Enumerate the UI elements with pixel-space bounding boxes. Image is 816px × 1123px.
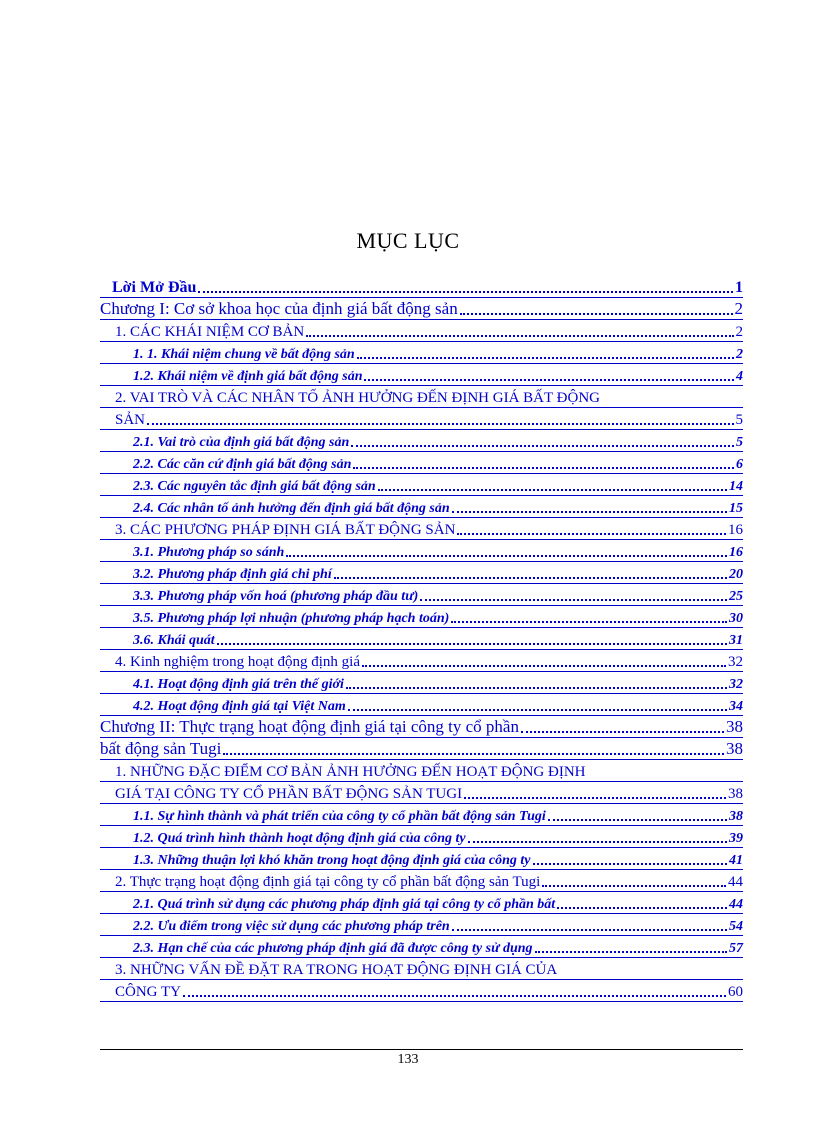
toc-entry-title: 2.4. Các nhân tố ảnh hưởng đến định giá bất động sản <box>133 501 450 516</box>
toc-leader-dots <box>457 532 726 535</box>
toc-entry[interactable] <box>100 628 743 650</box>
toc-entry-title: 2.1. Quá trình sử dụng các phương pháp định giá tại công ty cổ phần bất <box>133 897 556 912</box>
toc-leader-dots <box>147 422 733 425</box>
footer-divider <box>100 1049 743 1050</box>
toc-leader-dots <box>353 466 734 469</box>
toc-entry-page: 44 <box>728 874 743 890</box>
toc-leader-dots <box>348 708 727 711</box>
toc-leader-dots <box>557 906 727 909</box>
toc-entry[interactable] <box>100 408 743 430</box>
toc-entry-page: 2 <box>736 347 743 362</box>
toc-entry-page: 44 <box>729 897 743 912</box>
toc-entry-title: 3. NHỮNG VẤN ĐỀ ĐẶT RA TRONG HOẠT ĐỘNG ĐỊNH GIÁ CỦA <box>115 962 558 978</box>
toc-entry[interactable] <box>100 518 743 540</box>
toc-leader-dots <box>198 290 733 293</box>
toc-entry-title: 1.3. Những thuận lợi khó khăn trong hoạt động định giá của công ty <box>133 853 531 868</box>
toc-leader-dots <box>464 796 726 799</box>
toc-entry[interactable] <box>100 452 743 474</box>
toc-entry[interactable] <box>100 958 743 980</box>
toc-entry[interactable] <box>100 606 743 628</box>
toc-entry-title: Lời Mở Đầu <box>112 279 197 296</box>
toc-leader-dots <box>362 664 726 667</box>
toc-entry-page: 14 <box>729 479 743 494</box>
toc-entry[interactable] <box>100 672 743 694</box>
toc-leader-dots <box>378 488 727 491</box>
toc-entry-page: 32 <box>728 654 743 670</box>
toc-entry[interactable] <box>100 892 743 914</box>
toc-entry-page: 38 <box>728 786 743 802</box>
toc-leader-dots <box>451 620 727 623</box>
toc-entry[interactable] <box>100 430 743 452</box>
toc-entry[interactable] <box>100 386 743 408</box>
toc-entry-title: 4. Kinh nghiệm trong hoạt động định giá <box>115 654 360 670</box>
toc-entry[interactable] <box>100 298 743 320</box>
toc-entry-page: 39 <box>729 831 743 846</box>
toc-entry[interactable] <box>100 936 743 958</box>
toc-entry-title: 1. CÁC KHÁI NIỆM CƠ BẢN <box>115 324 305 340</box>
toc-entry-title: 3.5. Phương pháp lợi nhuận (phương pháp hạch toán) <box>133 611 450 626</box>
toc-entry-page: 16 <box>729 545 743 560</box>
toc-entry-page: 32 <box>729 677 743 692</box>
toc-entry-title: 1.2. Khái niệm về định giá bất động sản <box>133 369 363 384</box>
toc-entry[interactable] <box>100 276 743 298</box>
toc-entry[interactable] <box>100 540 743 562</box>
table-of-contents <box>100 276 743 1002</box>
toc-entry-title: 4.1. Hoạt động định giá trên thế giới <box>133 677 344 692</box>
toc-entry[interactable] <box>100 826 743 848</box>
toc-leader-dots <box>334 576 727 579</box>
toc-entry-title: 2. Thực trạng hoạt động định giá tại công ty cổ phần bất động sản Tugi <box>115 874 541 890</box>
toc-entry-page: 31 <box>729 633 743 648</box>
toc-leader-dots <box>217 642 727 645</box>
toc-entry[interactable] <box>100 342 743 364</box>
toc-leader-dots <box>223 752 724 755</box>
toc-entry-page: 38 <box>726 739 743 758</box>
toc-entry[interactable] <box>100 716 743 738</box>
toc-leader-dots <box>542 884 726 887</box>
toc-entry[interactable] <box>100 320 743 342</box>
toc-entry-page: 16 <box>728 522 743 538</box>
toc-entry-title: 2.3. Hạn chế của các phương pháp định giá đã được công ty sử dụng <box>133 941 533 956</box>
toc-entry[interactable] <box>100 804 743 826</box>
toc-leader-dots <box>357 356 734 359</box>
toc-leader-dots <box>535 950 727 953</box>
toc-leader-dots <box>286 554 727 557</box>
toc-entry-title: SẢN <box>115 412 146 428</box>
toc-entry[interactable] <box>100 914 743 936</box>
toc-entry-page: 2 <box>735 324 743 340</box>
toc-entry-title: 2.2. Ưu điểm trong việc sử dụng các phương pháp trên <box>133 919 450 934</box>
toc-entry-page: 38 <box>726 717 743 736</box>
toc-entry-title: Chương I: Cơ sở khoa học của định giá bất động sản <box>100 299 458 318</box>
toc-entry-page: 34 <box>729 699 743 714</box>
toc-entry-title: 3.6. Khái quát <box>133 633 215 648</box>
toc-entry[interactable] <box>100 848 743 870</box>
toc-entry-title: 1.1. Sự hình thành và phát triển của công ty cổ phần bất động sản Tugi <box>133 809 546 824</box>
toc-entry-page: 57 <box>729 941 743 956</box>
toc-leader-dots <box>468 840 727 843</box>
toc-entry-title: 1. NHỮNG ĐẶC ĐIỂM CƠ BẢN ẢNH HƯỞNG ĐẾN HOẠT ĐỘNG ĐỊNH <box>115 764 586 780</box>
toc-entry-title: 2.1. Vai trò của định giá bất động sản <box>133 435 350 450</box>
toc-entry-title: 2. VAI TRÒ VÀ CÁC NHÂN TỐ ẢNH HƯỞNG ĐẾN ĐỊNH GIÁ BẤT ĐỘNG <box>115 390 600 406</box>
toc-leader-dots <box>351 444 734 447</box>
toc-entry-title: bất động sản Tugi <box>100 739 222 758</box>
toc-leader-dots <box>548 818 727 821</box>
toc-entry-page: 60 <box>728 984 743 1000</box>
toc-entry[interactable] <box>100 584 743 606</box>
toc-entry-page: 38 <box>729 809 743 824</box>
toc-entry-page: 2 <box>734 299 743 318</box>
toc-leader-dots <box>346 686 727 689</box>
toc-leader-dots <box>452 928 727 931</box>
toc-leader-dots <box>533 862 727 865</box>
toc-entry[interactable] <box>100 364 743 386</box>
toc-entry[interactable] <box>100 782 743 804</box>
toc-entry-page: 20 <box>729 567 743 582</box>
toc-entry-title: GIÁ TẠI CÔNG TY CỔ PHẦN BẤT ĐỘNG SẢN TUGI <box>115 786 463 802</box>
toc-entry-title: 3.3. Phương pháp vốn hoá (phương pháp đầu tư) <box>133 589 419 604</box>
toc-leader-dots <box>364 378 734 381</box>
toc-entry-page: 41 <box>729 853 743 868</box>
toc-entry-page: 15 <box>729 501 743 516</box>
toc-entry-page: 30 <box>729 611 743 626</box>
toc-leader-dots <box>420 598 727 601</box>
toc-entry-title: 3. CÁC PHƯƠNG PHÁP ĐỊNH GIÁ BẤT ĐỘNG SẢN <box>115 522 456 538</box>
toc-leader-dots <box>521 730 724 733</box>
toc-leader-dots <box>306 334 733 337</box>
toc-entry-title: 3.2. Phương pháp định giá chi phí <box>133 567 332 582</box>
toc-entry-title: 3.1. Phương pháp so sánh <box>133 545 285 560</box>
toc-entry[interactable] <box>100 474 743 496</box>
toc-entry[interactable] <box>100 870 743 892</box>
toc-entry[interactable] <box>100 694 743 716</box>
toc-entry[interactable] <box>100 980 743 1002</box>
toc-entry[interactable] <box>100 650 743 672</box>
toc-leader-dots <box>183 994 726 997</box>
toc-entry-page: 54 <box>729 919 743 934</box>
toc-entry-page: 25 <box>729 589 743 604</box>
toc-entry-page: 5 <box>735 412 743 428</box>
toc-entry-title: 2.2. Các căn cứ định giá bất động sản <box>133 457 352 472</box>
toc-entry-page: 5 <box>736 435 743 450</box>
toc-entry-title: 4.2. Hoạt động định giá tại Việt Nam <box>133 699 346 714</box>
toc-entry-page: 4 <box>736 369 743 384</box>
page-number: 133 <box>397 1052 419 1067</box>
toc-entry-page: 6 <box>736 457 743 472</box>
toc-entry-title: CÔNG TY <box>115 984 181 1000</box>
toc-entry-title: 2.3. Các nguyên tắc định giá bất động sản <box>133 479 376 494</box>
toc-leader-dots <box>452 510 727 513</box>
toc-entry[interactable] <box>100 496 743 518</box>
toc-entry-title: 1.2. Quá trình hình thành hoạt động định giá của công ty <box>133 831 466 846</box>
toc-entry-title: 1. 1. Khái niệm chung về bất động sản <box>133 347 355 362</box>
toc-entry[interactable] <box>100 738 743 760</box>
toc-entry[interactable] <box>100 760 743 782</box>
toc-entry-page: 1 <box>735 279 743 296</box>
toc-entry[interactable] <box>100 562 743 584</box>
toc-leader-dots <box>460 312 733 315</box>
toc-entry-title: Chương II: Thực trạng hoạt động định giá tại công ty cổ phần <box>100 717 519 736</box>
toc-title: MỤC LỤC <box>356 228 460 253</box>
